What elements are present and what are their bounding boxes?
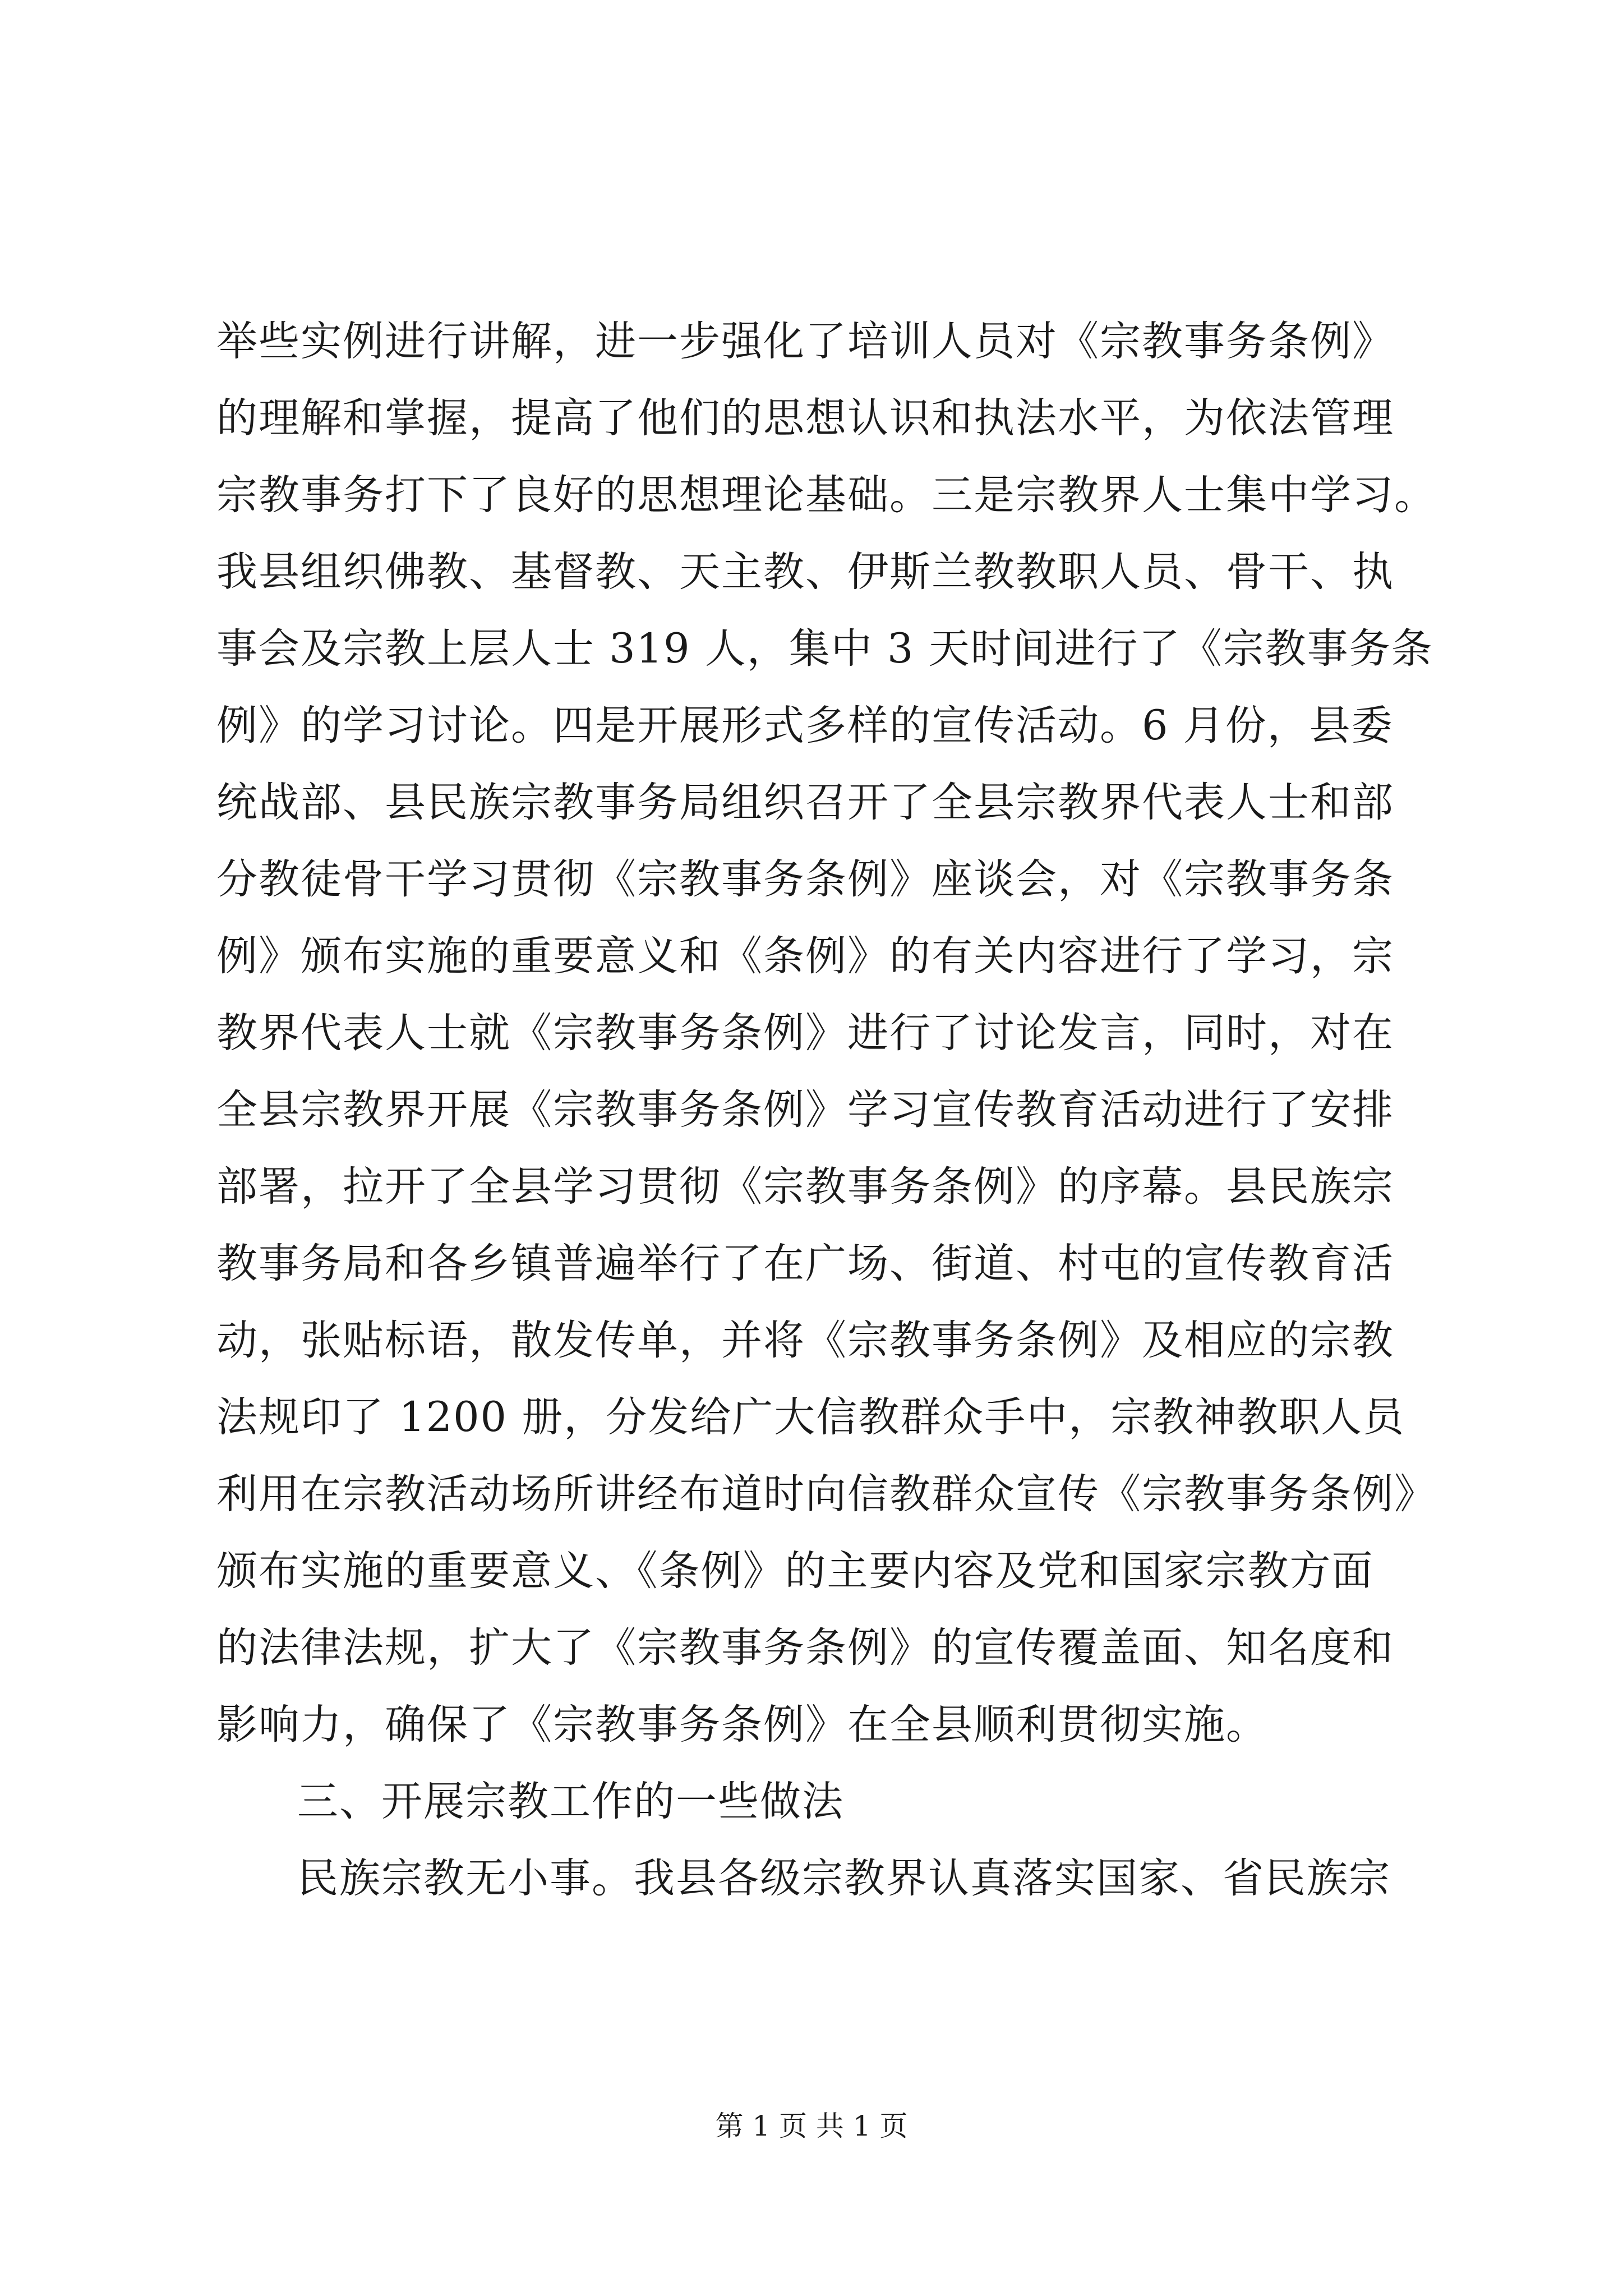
page-footer: 第 1 页 共 1 页: [715, 2110, 908, 2142]
text-line: 事会及宗教上层人士 319 人，集中 3 天时间进行了《宗教事务条: [216, 625, 1433, 673]
text-line: 我县组织佛教、基督教、天主教、伊斯兰教教职人员、骨干、执: [216, 548, 1394, 596]
text-line: 教事务局和各乡镇普遍举行了在广场、街道、村屯的宣传教育活: [216, 1240, 1394, 1287]
text-line: 分教徒骨干学习贯彻《宗教事务条例》座谈会，对《宗教事务条: [216, 855, 1394, 903]
text-line: 部署，拉开了全县学习贯彻《宗教事务条例》的序幕。县民族宗: [216, 1163, 1394, 1211]
text-line: 动，张贴标语，散发传单，并将《宗教事务条例》及相应的宗教: [216, 1317, 1394, 1364]
section-heading: 三、开展宗教工作的一些做法: [297, 1778, 844, 1825]
text-line: 的理解和掌握，提高了他们的思想认识和执法水平，为依法管理: [216, 394, 1394, 442]
text-line: 举些实例进行讲解，进一步强化了培训人员对《宗教事务条例》: [216, 318, 1394, 365]
text-line: 民族宗教无小事。我县各级宗教界认真落实国家、省民族宗: [297, 1855, 1391, 1902]
text-line: 影响力，确保了《宗教事务条例》在全县顺利贯彻实施。: [216, 1701, 1268, 1749]
text-line: 例》颁布实施的重要意义和《条例》的有关内容进行了学习，宗: [216, 932, 1394, 980]
text-line: 教界代表人士就《宗教事务条例》进行了讨论发言，同时，对在: [216, 1009, 1394, 1057]
text-line: 统战部、县民族宗教事务局组织召开了全县宗教界代表人士和部: [216, 779, 1394, 826]
text-line: 例》的学习讨论。四是开展形式多样的宣传活动。6 月份，县委: [216, 702, 1394, 749]
text-line: 法规印了 1200 册，分发给广大信教群众手中，宗教神教职人员: [216, 1393, 1405, 1441]
text-line: 的法律法规，扩大了《宗教事务条例》的宣传覆盖面、知名度和: [216, 1624, 1394, 1672]
text-line: 宗教事务打下了良好的思想理论基础。三是宗教界人士集中学习。: [216, 471, 1436, 519]
text-line: 利用在宗教活动场所讲经布道时向信教群众宣传《宗教事务条例》: [216, 1470, 1436, 1518]
text-line: 颁布实施的重要意义、《条例》的主要内容及党和国家宗教方面: [216, 1547, 1374, 1595]
text-line: 全县宗教界开展《宗教事务条例》学习宣传教育活动进行了安排: [216, 1086, 1394, 1134]
